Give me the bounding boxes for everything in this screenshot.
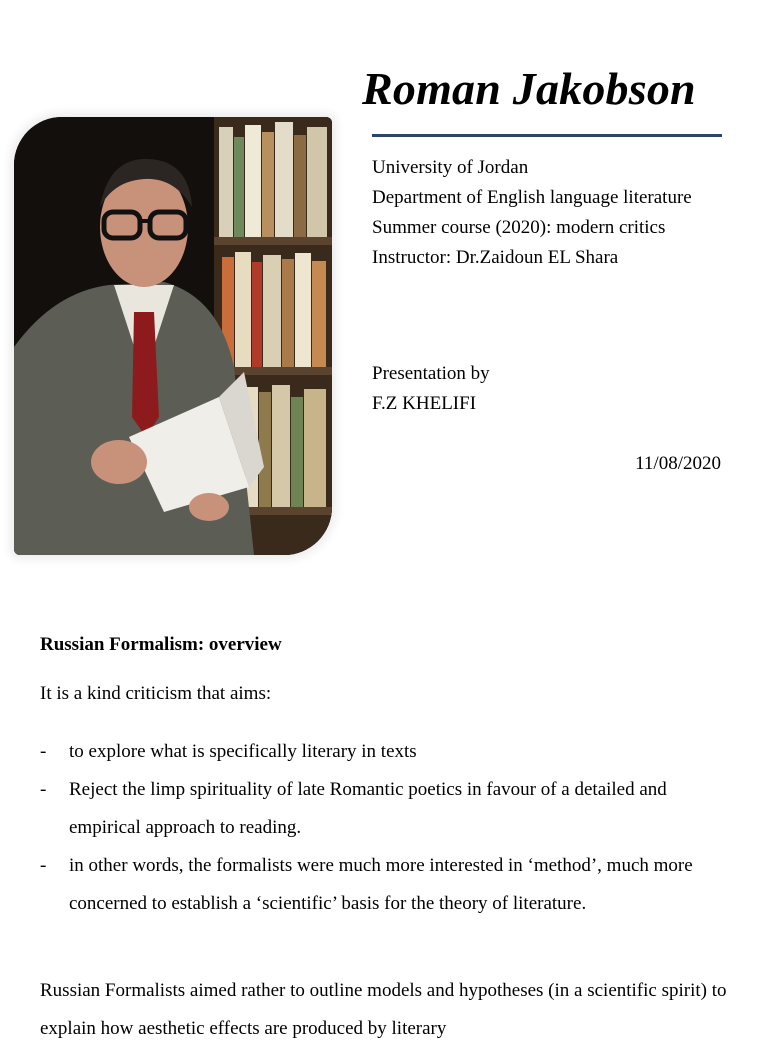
- info-department: Department of English language literature: [372, 187, 692, 208]
- section-intro: It is a kind criticism that aims:: [40, 683, 272, 704]
- presentation-date: 11/08/2020: [635, 453, 721, 474]
- presentation-credit: [372, 359, 490, 419]
- bullet-dash: -: [40, 855, 47, 876]
- bullet-dash: -: [40, 741, 47, 762]
- list-item: [40, 733, 730, 771]
- list-item: [40, 847, 730, 923]
- bullet-text: in other words, the formalists were much more interested in ‘method’, much more concerned to establish a ‘scientific’ basis for the theory of literature.: [69, 855, 693, 914]
- bullet-text: Reject the limp spirituality of late Romantic poetics in favour of a detailed and empirical approach to reading.: [69, 779, 667, 838]
- info-university: University of Jordan: [372, 157, 529, 178]
- course-info: [372, 154, 732, 274]
- document-title: Roman Jakobson: [362, 63, 696, 114]
- closing-paragraph: Russian Formalists aimed rather to outline models and hypotheses (in a scientific spirit) to explain how aesthetic effects are produced by literary: [40, 980, 727, 1039]
- bullet-text: to explore what is specifically literary in texts: [69, 741, 417, 762]
- bullet-list: [40, 733, 730, 923]
- presenter-name: F.Z KHELIFI: [372, 393, 477, 414]
- list-item: [40, 771, 730, 847]
- bullet-dash: -: [40, 779, 47, 800]
- title-underline: [372, 134, 722, 137]
- portrait-photo: [14, 117, 332, 555]
- section-heading: Russian Formalism: overview: [40, 634, 282, 655]
- info-instructor: Instructor: Dr.Zaidoun EL Shara: [372, 247, 619, 268]
- portrait-illustration: [14, 117, 332, 555]
- info-course: Summer course (2020): modern critics: [372, 217, 666, 238]
- presentation-label: Presentation by: [372, 363, 490, 384]
